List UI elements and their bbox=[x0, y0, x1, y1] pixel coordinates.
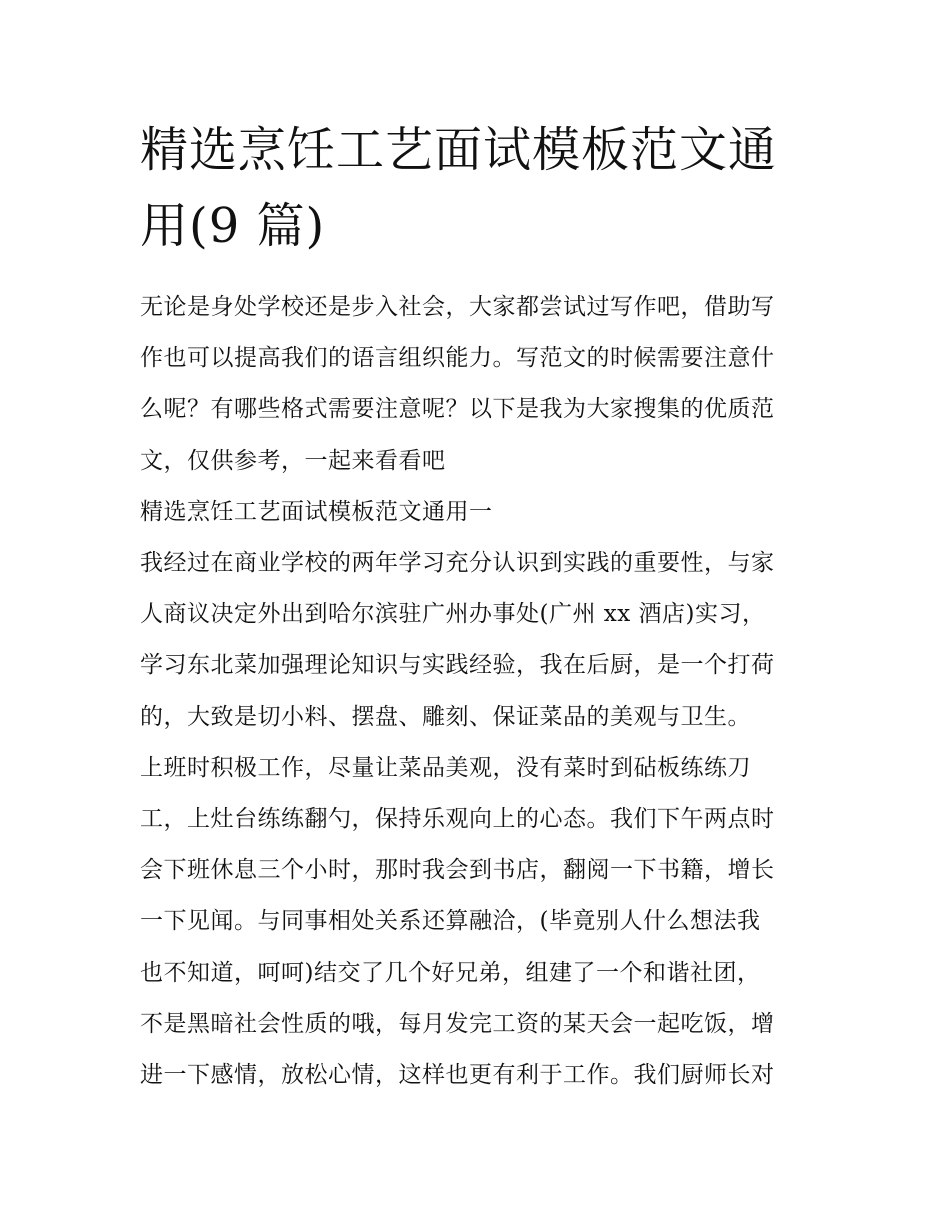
paragraph-line: 不是黑暗社会性质的哦，每月发完工资的某天会一起吃饭，增 bbox=[140, 1010, 775, 1037]
paragraph-line: 也不知道，呵呵)结交了几个好兄弟，组建了一个和谐社团， bbox=[140, 959, 761, 986]
title-line: 用(9 篇) bbox=[140, 198, 326, 254]
paragraph-line: 上班时积极工作，尽量让菜品美观，没有菜时到砧板练练刀 bbox=[140, 754, 751, 781]
paragraph-line: 我经过在商业学校的两年学习充分认识到实践的重要性，与家 bbox=[140, 550, 775, 577]
title-line: 精选烹饪工艺面试模板范文通 bbox=[140, 122, 778, 178]
paragraph-line: 会下班休息三个小时，那时我会到书店，翻阅一下书籍，增长 bbox=[140, 857, 775, 884]
document-title bbox=[140, 112, 820, 264]
intro-line: 作也可以提高我们的语言组织能力。写范文的时候需要注意什 bbox=[140, 345, 775, 372]
intro-line: 无论是身处学校还是步入社会，大家都尝试过写作吧，借助写 bbox=[140, 294, 775, 320]
paragraph-line: 一下见闻。与同事相处关系还算融洽，(毕竟别人什么想法我 bbox=[140, 908, 761, 935]
document-body bbox=[140, 282, 820, 1101]
section-heading: 精选烹饪工艺面试模板范文通用一 bbox=[140, 498, 493, 525]
paragraph-line: 工，上灶台练练翻勺，保持乐观向上的心态。我们下午两点时 bbox=[140, 806, 775, 833]
paragraph-line: 进一下感情，放松心情，这样也更有利于工作。我们厨师长对 bbox=[140, 1062, 775, 1089]
paragraph-line: 学习东北菜加强理论知识与实践经验，我在后厨，是一个打荷 bbox=[140, 652, 775, 679]
paragraph-line: 的，大致是切小料、摆盘、雕刻、保证菜品的美观与卫生。 bbox=[140, 703, 751, 730]
intro-line: 么呢？有哪些格式需要注意呢？以下是我为大家搜集的优质范 bbox=[140, 396, 775, 423]
intro-line: 文，仅供参考，一起来看看吧 bbox=[140, 447, 446, 474]
paragraph-line: 人商议决定外出到哈尔滨驻广州办事处(广州 xx 酒店)实习， bbox=[140, 601, 766, 628]
